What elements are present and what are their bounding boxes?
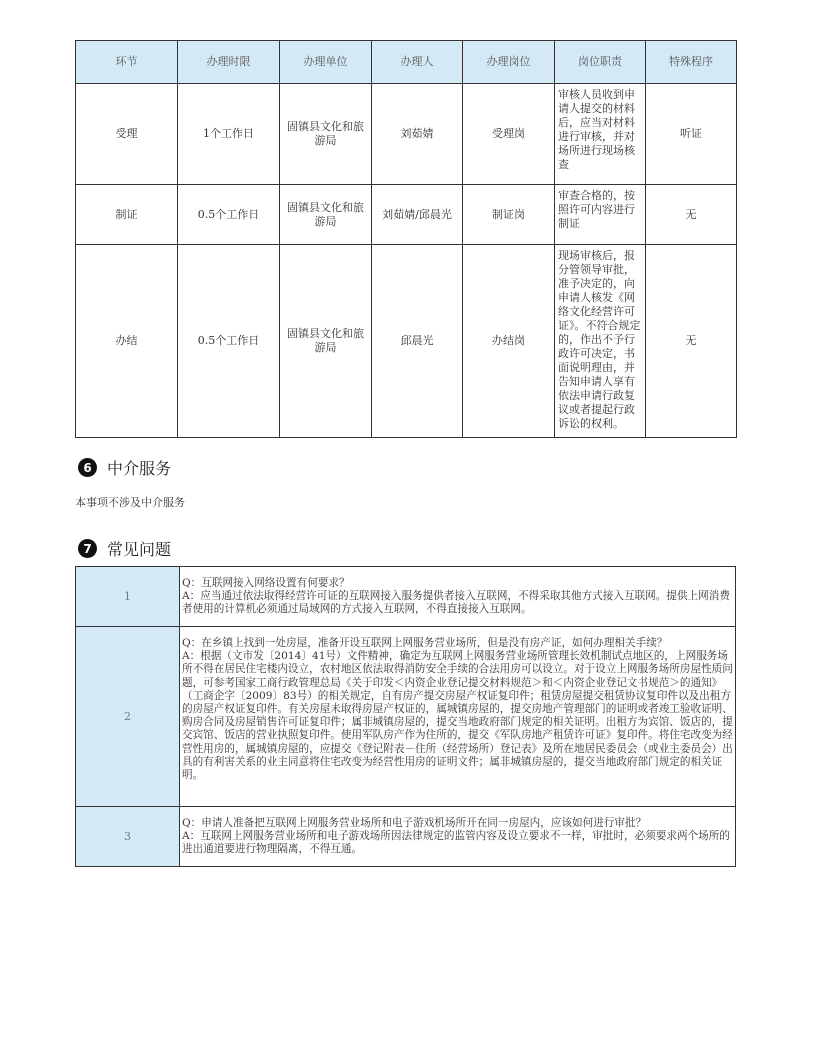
faq-row [76, 567, 736, 627]
header-post: 办理岗位 [463, 41, 555, 84]
process-table [75, 40, 737, 438]
cell-special: 无 [646, 185, 737, 245]
header-special: 特殊程序 [646, 41, 737, 84]
cell-time-limit: 0.5个工作日 [178, 185, 280, 245]
cell-duty: 审查合格的，按照许可内容进行制证 [555, 185, 646, 245]
table-row [76, 84, 737, 185]
process-header-row [76, 41, 737, 84]
cell-unit: 固镇县文化和旅游局 [280, 245, 372, 438]
cell-post: 办结岗 [463, 245, 555, 438]
cell-stage: 制证 [76, 185, 178, 245]
agency-section-heading [78, 456, 171, 479]
faq-question: Q：申请人准备把互联网上网服务营业场所和电子游戏机场所开在同一房屋内，应该如何进行审批？ [182, 817, 647, 829]
faq-row [76, 807, 736, 867]
cell-special: 无 [646, 245, 737, 438]
cell-stage: 办结 [76, 245, 178, 438]
table-row [76, 245, 737, 438]
cell-unit: 固镇县文化和旅游局 [280, 84, 372, 185]
faq-content [180, 627, 736, 807]
cell-post: 制证岗 [463, 185, 555, 245]
faq-answer: A：根据（文市发〔2014〕41号）文件精神，确定为互联网上网服务营业场所管理长效机制试点地区的，上网服务场所不得在居民住宅楼内设立，农村地区依法取得消防安全手续的合法用房可以设立。对于设立上网服务场所房屋性质问题，可参考国家工商行政管理总局《关于印发＜内资企业登记提交材料规范＞和＜内资企业登记文书规范＞的通知》（工商企字〔2009〕83号）的相关规定，自有房产提交房屋产权证复印件；租赁房屋提交租赁协议复印件以及出租方的房屋产权证复印件。有关房屋未取得房屋产权证的，属城镇房屋的，提交房地产管理部门的证明或者竣工验收证明、购房合同及房屋销售许可证复印件；属非城镇房屋的，提交当地政府部门规定的相关证明。出租方为宾馆、饭店的，提交宾馆、饭店的营业执照复印件。使用军队房产作为住所的，提交《军队房地产租赁许可证》复印件。将住宅改变为经营性用房的，属城镇房屋的，应提交《登记附表－住所（经营场所）登记表》及所在地居民委员会（或业主委员会）出具的有利害关系的业主同意将住宅改变为经营性用房的证明文件；属非城镇房屋的，提交当地政府部门规定的相关证明。 [182, 650, 733, 782]
header-unit: 办理单位 [280, 41, 372, 84]
section-title: 常见问题 [107, 540, 172, 559]
faq-section-heading [78, 537, 171, 560]
header-duty: 岗位职责 [555, 41, 646, 84]
agency-description: 本事项不涉及中介服务 [75, 496, 185, 509]
faq-question: Q：互联网接入网络设置有何要求？ [182, 577, 350, 589]
cell-duty: 现场审核后，报分管领导审批，准予决定的，向申请人核发《网络文化经营许可证》。不符合规定的，作出不予行政许可决定，书面说明理由，并告知申请人享有依法申请行政复议或者提起行政诉讼的权利。 [555, 245, 646, 438]
section-title: 中介服务 [107, 459, 172, 478]
cell-time-limit: 1个工作日 [178, 84, 280, 185]
faq-question: Q：在乡镇上找到一处房屋，准备开设互联网上网服务营业场所，但是没有房产证，如何办理相关手续？ [182, 637, 668, 649]
cell-unit: 固镇县文化和旅游局 [280, 185, 372, 245]
section-number-badge: 7 [78, 539, 97, 558]
faq-content [180, 807, 736, 867]
header-handler: 办理人 [372, 41, 463, 84]
cell-handler: 刘茹婧/邱晨光 [372, 185, 463, 245]
cell-handler: 邱晨光 [372, 245, 463, 438]
table-row [76, 185, 737, 245]
faq-answer: A：应当通过依法取得经营许可证的互联网接入服务提供者接入互联网，不得采取其他方式接入互联网。提供上网消费者使用的计算机必须通过局域网的方式接入互联网，不得直接接入互联网。 [182, 590, 730, 616]
faq-index: 3 [76, 807, 180, 867]
faq-content [180, 567, 736, 627]
header-stage: 环节 [76, 41, 178, 84]
cell-special: 听证 [646, 84, 737, 185]
header-time-limit: 办理时限 [178, 41, 280, 84]
cell-stage: 受理 [76, 84, 178, 185]
faq-index: 2 [76, 627, 180, 807]
faq-index: 1 [76, 567, 180, 627]
cell-duty: 审核人员收到申请人提交的材料后，应当对材料进行审核，并对场所进行现场核查 [555, 84, 646, 185]
faq-answer: A：互联网上网服务营业场所和电子游戏场所因法律规定的监管内容及设立要求不一样，审批时，必须要求两个场所的进出通道要进行物理隔离，不得互通。 [182, 830, 730, 856]
faq-table [75, 566, 736, 867]
cell-handler: 刘茹婧 [372, 84, 463, 185]
faq-row [76, 627, 736, 807]
cell-post: 受理岗 [463, 84, 555, 185]
cell-time-limit: 0.5个工作日 [178, 245, 280, 438]
section-number-badge: 6 [78, 458, 97, 477]
